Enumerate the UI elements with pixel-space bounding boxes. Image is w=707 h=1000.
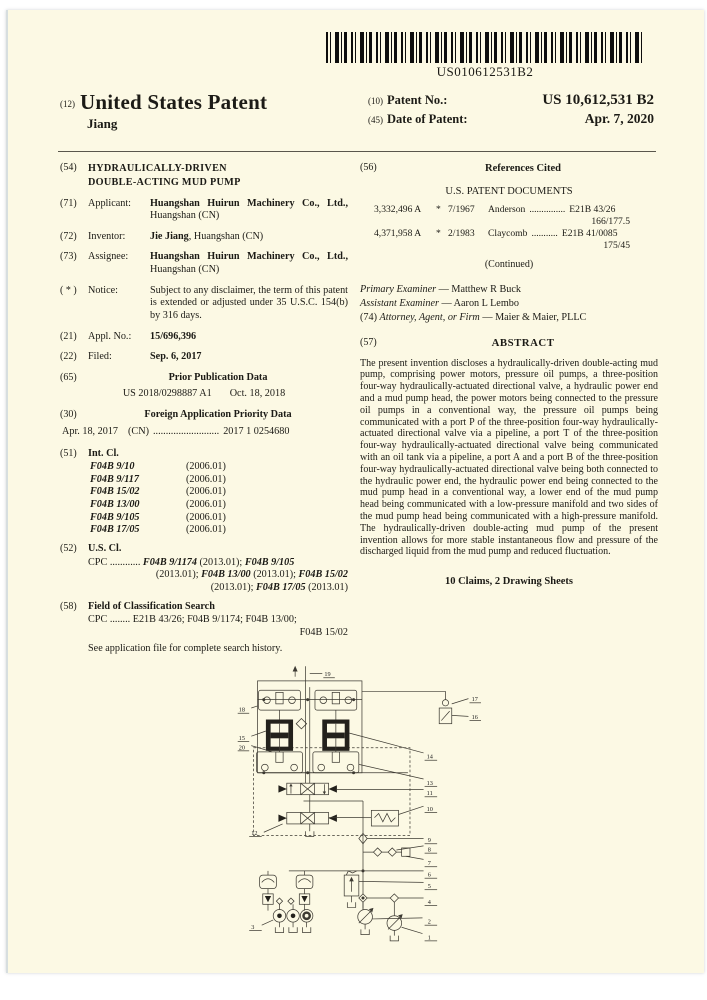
assignee-name: Huangshan Huirun Machinery Co., Ltd., — [150, 251, 348, 263]
field-search-classes: E21B 43/26; F04B 9/1174; F04B 13/00; — [132, 614, 297, 626]
fig-ref-2: 2 — [427, 918, 431, 926]
field-search-body — [88, 614, 348, 639]
cpc-code: F04B 9/105 — [244, 556, 295, 568]
abstract-heading: ABSTRACT — [491, 337, 555, 350]
assistant-examiner-label: Assistant Examiner — [360, 297, 439, 309]
kind-code-45: (45) — [368, 115, 383, 125]
fig-ref-1: 1 — [427, 934, 431, 942]
ref-date: 7/1967 — [448, 204, 475, 216]
section-57-num: (57) — [360, 337, 377, 349]
kind-code-10: (10) — [368, 96, 383, 106]
fig-ref-10: 10 — [426, 805, 433, 813]
section-54-num: (54) — [60, 162, 77, 173]
section-72-num: (72) — [60, 230, 77, 242]
ref-patent-number: 3,332,496 A — [374, 204, 422, 216]
barcode-image — [326, 32, 644, 63]
fig-ref-16: 16 — [471, 713, 478, 721]
ref-name: Anderson — [488, 204, 526, 216]
ref-class-2: 166/177.5 — [591, 215, 630, 227]
prior-pub-heading: Prior Publication Data — [168, 371, 268, 383]
us-cl-cpc — [88, 557, 348, 595]
primary-examiner-value: Matthew R Buck — [451, 283, 521, 295]
int-cl-code: F04B 13/00 — [90, 499, 140, 511]
int-cl-code: F04B 17/05 — [90, 524, 140, 536]
section-21-appl-no — [60, 331, 348, 344]
section-30-num: (30) — [60, 409, 77, 421]
fig-ref-11: 11 — [426, 790, 433, 798]
foreign-priority-entry — [62, 426, 348, 439]
section-58-field-search — [60, 601, 348, 614]
assignee-label: Assignee: — [88, 251, 129, 263]
notice-text: Subject to any disclaimer, the term of this patent is extended or adjusted under 35 U.S.C. 154(b) by 316 days. — [150, 284, 348, 322]
primary-examiner-label: Primary Examiner — [360, 283, 437, 295]
claims-sheets-line: 10 Claims, 2 Drawing Sheets — [444, 576, 574, 588]
int-cl-code: F04B 9/105 — [90, 511, 140, 523]
section-56-num: (56) — [360, 162, 377, 173]
page-title: United States Patent — [80, 90, 268, 114]
int-cl-list — [88, 461, 348, 537]
int-cl-entry — [90, 474, 348, 487]
cpc-dots: ........ — [109, 614, 131, 626]
inventor-location: , Huangshan (CN) — [188, 230, 264, 242]
int-cl-version: (2006.01) — [186, 473, 226, 485]
cpc-version: (2013.01) — [308, 581, 348, 593]
dash: — — [482, 311, 493, 323]
int-cl-version: (2006.01) — [186, 524, 226, 536]
section-21-num: (21) — [60, 330, 77, 342]
int-cl-code: F04B 15/02 — [90, 486, 140, 498]
patent-no-value: US 10,612,531 B2 — [542, 92, 654, 108]
header-right — [368, 92, 654, 132]
section-71-applicant — [60, 198, 348, 223]
fig-ref-5: 5 — [427, 883, 431, 891]
date-of-patent-value: Apr. 7, 2020 — [584, 111, 654, 126]
fig-ref-8: 8 — [427, 846, 431, 854]
us-cl-heading: U.S. Cl. — [88, 542, 122, 554]
fig-ref-15: 15 — [238, 734, 246, 742]
section-65-num: (65) — [60, 371, 77, 383]
section-22-num: (22) — [60, 351, 77, 363]
reference-row — [360, 228, 658, 252]
dash: — — [438, 283, 449, 295]
priority-dots: .......................... — [152, 425, 220, 437]
applicant-name: Huangshan Huirun Machinery Co., Ltd., — [150, 197, 348, 209]
prior-pub-number: US 2018/0298887 A1 — [122, 387, 212, 399]
fig-ref-17: 17 — [471, 696, 478, 704]
attorney-label: Attorney, Agent, or Firm — [379, 311, 480, 323]
applicant-location: Huangshan (CN) — [150, 210, 220, 222]
int-cl-code: F04B 9/10 — [90, 461, 135, 473]
cpc-label: CPC — [88, 556, 108, 568]
section-51-num: (51) — [60, 447, 77, 459]
cpc-version: (2013.01); — [199, 556, 243, 568]
hydraulic-schematic — [222, 660, 504, 968]
int-cl-version: (2006.01) — [186, 486, 226, 498]
int-cl-entry — [90, 486, 348, 499]
section-30-foreign-priority — [60, 409, 348, 422]
assignee-location: Huangshan (CN) — [150, 264, 220, 276]
section-52-us-cl — [60, 543, 348, 556]
drawing-figure — [222, 660, 504, 973]
search-history-note: See application file for complete search history. — [88, 643, 283, 655]
date-of-patent-label: Date of Patent: — [387, 112, 468, 126]
patent-front-page — [6, 10, 704, 973]
filed-label: Filed: — [88, 351, 112, 363]
fig-ref-13: 13 — [426, 779, 433, 787]
fig-ref-4: 4 — [427, 898, 431, 906]
inventor-label: Inventor: — [88, 230, 126, 242]
int-cl-version: (2006.01) — [186, 461, 226, 473]
cpc-label: CPC — [88, 614, 108, 626]
section-71-num: (71) — [60, 197, 77, 209]
header-left — [60, 92, 267, 132]
priority-app-number: 2017 1 0254680 — [223, 425, 290, 437]
examiner-block — [360, 283, 658, 324]
biblio-columns — [60, 162, 658, 656]
fig-ref-20: 20 — [238, 744, 246, 752]
inventor-surname: Jiang — [87, 116, 118, 131]
ref-name: Claycomb — [488, 227, 528, 239]
cpc-code: F04B 17/05 — [256, 581, 306, 593]
int-cl-entry — [90, 512, 348, 525]
priority-date: Apr. 18, 2017 — [62, 425, 119, 437]
fig-ref-6: 6 — [427, 871, 431, 879]
ref-patent-number: 4,371,958 A — [374, 227, 422, 239]
patent-header — [60, 92, 654, 132]
filed-value: Sep. 6, 2017 — [150, 351, 202, 363]
section-22-filed — [60, 351, 348, 364]
invention-title-line1: HYDRAULICALLY-DRIVEN — [88, 163, 227, 174]
foreign-priority-heading: Foreign Application Priority Data — [144, 409, 292, 421]
attorney-value: Maier & Maier, PLLC — [495, 311, 587, 323]
int-cl-code: F04B 9/117 — [90, 473, 139, 485]
int-cl-entry — [90, 461, 348, 474]
fig-ref-9: 9 — [427, 837, 431, 845]
fig-ref-12: 12 — [251, 829, 258, 837]
cpc-version: (2013.01); — [210, 581, 254, 593]
section-54-title — [60, 162, 348, 190]
inventor-name: Jie Jiang — [150, 230, 189, 242]
barcode-number: US010612531B2 — [436, 64, 534, 79]
section-52-num: (52) — [60, 542, 77, 554]
abstract-text: The present invention discloses a hydraulically-driven double-acting mud pump, comprising power motors, pressure oil pumps, a three-position four-way hydraulically-actuated directional valve, a hydraulic power end and a mud pump head, the power motors being connected to the pressure oil pumps in a conventional way, the pressure oil pumps being communicated with a port P of the three-position four-way hydraulically-actuated directional valve via a pipeline, a port T of the three-position four-way hydraulically-actuated directional valve being communicated with an oil tank via a pipeline, a port A and a port B of the three-position four-way hydraulically-actuated directional valve being both connected to the hydraulic power end, the hydraulic power end being connected to the mud pump head in a conventional way, a lower end of the mud pump head being communicated with a low-pressure manifold and two sides of the mud pump head being communicated with a high-pressure manifold. The hydraulically-driven double-acting mud pump of the present invention allows for more stable instantaneous flow and pressure of the discharged liquid from the mud pump and reduced fluctuation. — [360, 357, 658, 558]
applicant-label: Applicant: — [88, 197, 132, 209]
ref-class-2: 175/45 — [603, 239, 630, 251]
prior-pub-date: Oct. 18, 2018 — [229, 387, 286, 399]
section-72-inventor — [60, 231, 348, 244]
patent-no-label: Patent No.: — [387, 93, 448, 107]
assistant-examiner-value: Aaron L Lembo — [453, 297, 519, 309]
int-cl-version: (2006.01) — [186, 511, 226, 523]
int-cl-version: (2006.01) — [186, 499, 226, 511]
section-73-assignee — [60, 251, 348, 276]
cpc-dots: ............ — [109, 556, 141, 568]
ref-dots: ............... — [529, 204, 566, 216]
header-divider — [58, 151, 656, 152]
ref-star: * — [436, 227, 441, 239]
cpc-code: F04B 15/02 — [298, 569, 348, 581]
reference-row — [360, 204, 658, 228]
int-cl-entry — [90, 499, 348, 512]
abstract-heading-row — [360, 337, 658, 350]
appl-no-label: Appl. No.: — [88, 330, 132, 342]
references-heading: References Cited — [485, 163, 561, 174]
section-56-references — [360, 162, 658, 181]
ref-dots: ........... — [531, 227, 558, 239]
dash: — — [441, 297, 452, 309]
ref-class: E21B 41/0085 — [561, 227, 618, 239]
fig-ref-19: 19 — [324, 671, 331, 679]
section-51-int-cl — [60, 448, 348, 461]
cpc-version: (2013.01); — [155, 569, 199, 581]
field-search-classes-2: F04B 15/02 — [299, 626, 348, 638]
notice-label: Notice: — [88, 284, 118, 296]
fig-ref-3: 3 — [251, 923, 255, 931]
fig-ref-14: 14 — [426, 753, 433, 761]
section-58-num: (58) — [60, 600, 77, 612]
fig-ref-7: 7 — [427, 860, 431, 868]
ref-date: 2/1983 — [448, 227, 475, 239]
fig-ref-18: 18 — [238, 706, 246, 714]
cpc-code: F04B 13/00 — [201, 569, 251, 581]
kind-code-12: (12) — [60, 99, 75, 109]
continued-note: (Continued) — [484, 258, 534, 270]
section-74-num: (74) — [360, 311, 377, 323]
notice-section — [60, 285, 348, 323]
section-73-num: (73) — [60, 251, 77, 263]
priority-country: (CN) — [128, 425, 149, 437]
int-cl-heading: Int. Cl. — [88, 447, 119, 459]
cpc-code: F04B 9/1174 — [142, 556, 197, 568]
barcode-block — [324, 32, 646, 80]
invention-title-line2: DOUBLE-ACTING MUD PUMP — [88, 176, 241, 188]
field-search-heading: Field of Classification Search — [88, 600, 215, 612]
section-65-prior-pub — [60, 372, 348, 385]
cpc-version: (2013.01); — [253, 569, 296, 581]
us-patent-documents-heading: U.S. PATENT DOCUMENTS — [445, 186, 573, 198]
ref-class: E21B 43/26 — [569, 204, 616, 216]
left-column — [60, 162, 348, 656]
notice-num: ( * ) — [60, 284, 77, 296]
ref-star: * — [436, 204, 441, 216]
right-column — [360, 162, 658, 656]
prior-pub-data — [60, 388, 348, 401]
appl-no-value: 15/696,396 — [150, 330, 197, 342]
int-cl-entry — [90, 524, 348, 537]
